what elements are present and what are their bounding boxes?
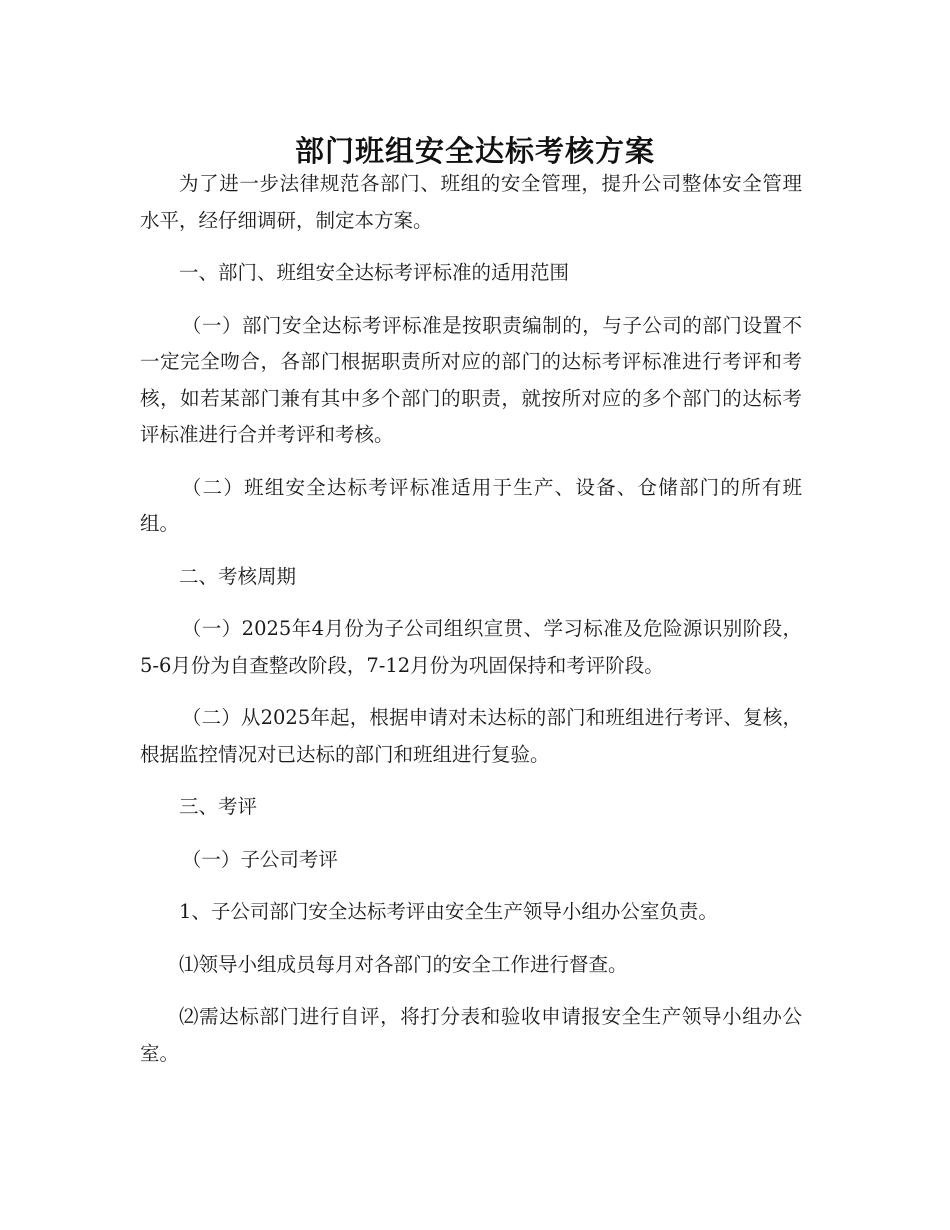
paragraph-cycle-1: （一）2025年4月份为子公司组织宣贯、学习标准及危险源识别阶段，5-6月份为自查整改阶段，7-12月份为巩固保持和考评阶段。	[140, 617, 802, 677]
document-body	[140, 166, 802, 1072]
section-heading-cycle: 二、考核周期	[179, 564, 297, 588]
paragraph-scope-1: （一）部门安全达标考评标准是按职责编制的，与子公司的部门设置不一定完全吻合，各部门根据职责所对应的部门的达标考评标准进行考评和考核，如若某部门兼有其中多个部门的职责，就按所对应的多个部门的达标考评标准进行合并考评和考核。	[140, 313, 802, 446]
section-heading-evaluation: 三、考评	[179, 795, 258, 818]
intro-paragraph: 为了进一步法律规范各部门、班组的安全管理，提升公司整体安全管理水平，经仔细调研，制定本方案。	[140, 172, 802, 232]
paragraph-evaluation-1: 1、子公司部门安全达标考评由安全生产领导小组办公室负责。	[179, 900, 718, 923]
paragraph-cycle-2: （二）从2025年起，根据申请对未达标的部门和班组进行考评、复核，根据监控情况对已达标的部门和班组进行复验。	[140, 706, 802, 766]
section-heading-scope: 一、部门、班组安全达标考评标准的适用范围	[179, 261, 570, 284]
document-title: 部门班组安全达标考核方案	[294, 134, 655, 169]
paragraph-scope-2: （二）班组安全达标考评标准适用于生产、设备、仓储部门的所有班组。	[140, 475, 802, 535]
subsection-heading-subsidiary: （一）子公司考评	[181, 847, 338, 871]
paragraph-evaluation-1-1: ⑴领导小组成员每月对各部门的安全工作进行督查。	[179, 952, 628, 976]
paragraph-evaluation-1-2: ⑵需达标部门进行自评，将打分表和验收申请报安全生产领导小组办公室。	[140, 1005, 802, 1065]
